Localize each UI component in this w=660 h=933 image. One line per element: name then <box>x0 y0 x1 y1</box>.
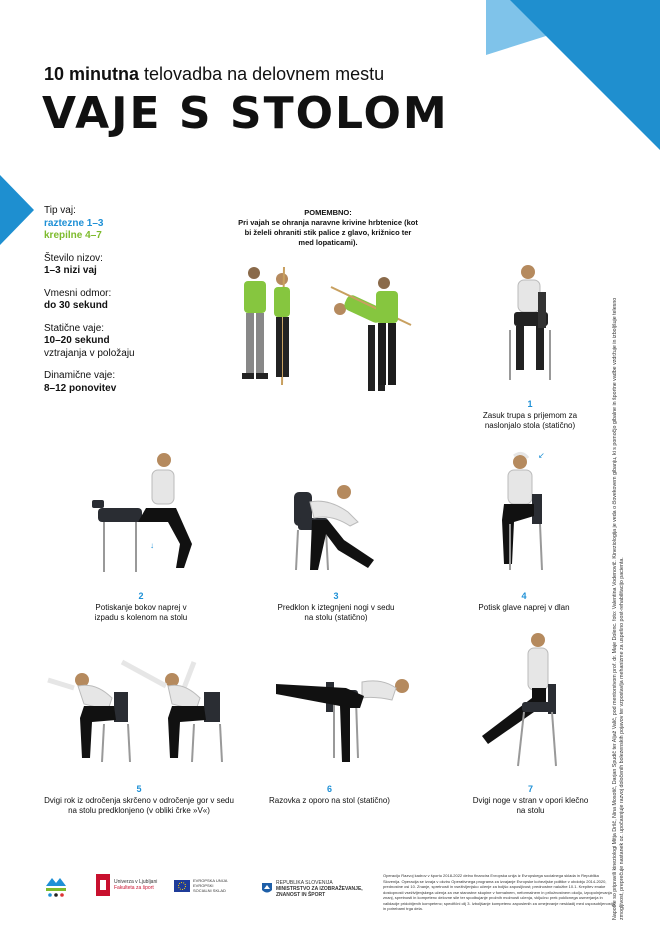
exercise-4-caption: 4 Potisk glave naprej v dlan <box>478 591 570 612</box>
left-edge-triangle <box>0 175 34 245</box>
exercise-1-caption: 1 Zasuk trupa s prijemom za naslonjalo stola (statično) <box>482 399 578 430</box>
exercise-4-photo <box>484 450 554 575</box>
footer-funding-note: Operacijo Razvoj kadrov v športu 2018-2022 delno financira Evropska unija iz Evropskega socialnega sklada in Republika Slovenija. Operacija se izvaja v okviru Operativnega programa za izvajanje Evropske kohezijske politike v obdobju 2014-2020, prednostne osi 10. Znanje, spretnosti in vseživljenjsko učenje za boljšo zaposljivost; prednostne naložbe 10.1. Krepitev enake dostopnosti vseživljenjskega učenja za vse starostne skupine v formalnem, neformalnem in priložnostnem okolju, izpopolnjevanja znanj, spretnosti in kompetenc delovne sile ter spodbujanje prožnih možnosti učenja, vključno prek poklicnega usmerjanja in validacije pridobljenih kompetenc; specifični cilj 3. Izboljšanje kompetenc zaposlenih za omejevanje neskladij med usposobljenostjo in potrebami trga dela. <box>383 873 615 911</box>
logo-university: Univerza v Ljubljani Fakulteta za šport <box>96 874 166 896</box>
svg-text:↓: ↓ <box>150 541 154 550</box>
page-title: VAJE S STOLOM <box>42 88 449 139</box>
page-subtitle: 10 minutna telovadba na delovnem mestu <box>44 64 385 84</box>
university-crest-icon <box>96 874 110 896</box>
logo-eu: EVROPSKA UNIJA EVROPSKI SOCIALNI SKLAD <box>174 878 246 893</box>
side-credits: Napotke so pripravili kineziologi Mitja Dršč, Nina Mosotič, Darjan Spudič ter Aljaž Valič, pod mentorstvom prof. dr. Maje Dolenc. foto: Valentina Vodenovič. Kineziologija je veda o človekovem gibanju, ki s pomočjo gibalne in športne vadbe vzdržuje in izboljšuje telesno zmogljivost, preprečuje nastanek oz. upočasnjuje razvoj določenih bolezenskih pojavov ter vzpostavlja mehanizme za uspešno post-rehabilitacijo pacienta. <box>612 297 625 920</box>
logo-ministry: REPUBLIKA SLOVENIJA MINISTRSTVO ZA IZOBRAŽEVANJE, ZNANOST IN ŠPORT <box>262 880 372 898</box>
exercise-2-photo <box>88 448 208 578</box>
exercise-2-caption: 2 Potiskanje bokov naprej v izpadu s kolenom na stolu <box>94 591 188 622</box>
info-type: Tip vaj: raztezne 1–3 krepilne 4–7 <box>44 205 104 241</box>
exercise-6-caption: 6 Razovka z oporo na stol (statično) <box>269 784 390 805</box>
exercise-3-photo <box>288 478 380 578</box>
exercise-7-photo <box>472 628 562 773</box>
exercise-3-caption: 3 Predklon k iztegnjeni nogi v sedu na stolu (statično) <box>277 591 395 622</box>
corner-triangle-dark <box>510 0 660 150</box>
exercise-5-photo <box>44 658 234 768</box>
svg-text:↙: ↙ <box>538 451 545 460</box>
info-static: Statične vaje: 10–20 sekund vztrajanja v položaju <box>44 322 135 359</box>
exercise-7-caption: 7 Dvigi noge v stran v opori klečno na stolu <box>472 784 589 815</box>
important-note: POMEMBNO: Pri vajah se ohranja naravne krivine hrbtenice (kot bi želeli ohraniti stik palice z glavo, križnico ter med lopaticami). <box>238 208 418 247</box>
slovenia-sport-logo-icon <box>44 874 68 898</box>
info-dynamic: Dinamične vaje: 8–12 ponovitev <box>44 370 117 394</box>
info-rest: Vmesni odmor: do 30 sekund <box>44 287 112 311</box>
exercise-6-photo <box>270 672 415 772</box>
eu-flag-icon <box>174 880 190 892</box>
posture-demo-photo <box>236 265 416 400</box>
exercise-5-caption: 5 Dvigi rok iz odročenja skrčeno v odročenje gor v sedu na stolu predklonjeno (v obliki črke »V«) <box>44 784 234 815</box>
info-panel <box>44 205 214 405</box>
slovenia-coat-of-arms-icon <box>262 883 272 895</box>
exercise-1-photo <box>500 262 560 387</box>
info-sets: Število nizov: 1–3 nizi vaj <box>44 252 103 276</box>
logo-slovenia-sport <box>44 874 70 898</box>
